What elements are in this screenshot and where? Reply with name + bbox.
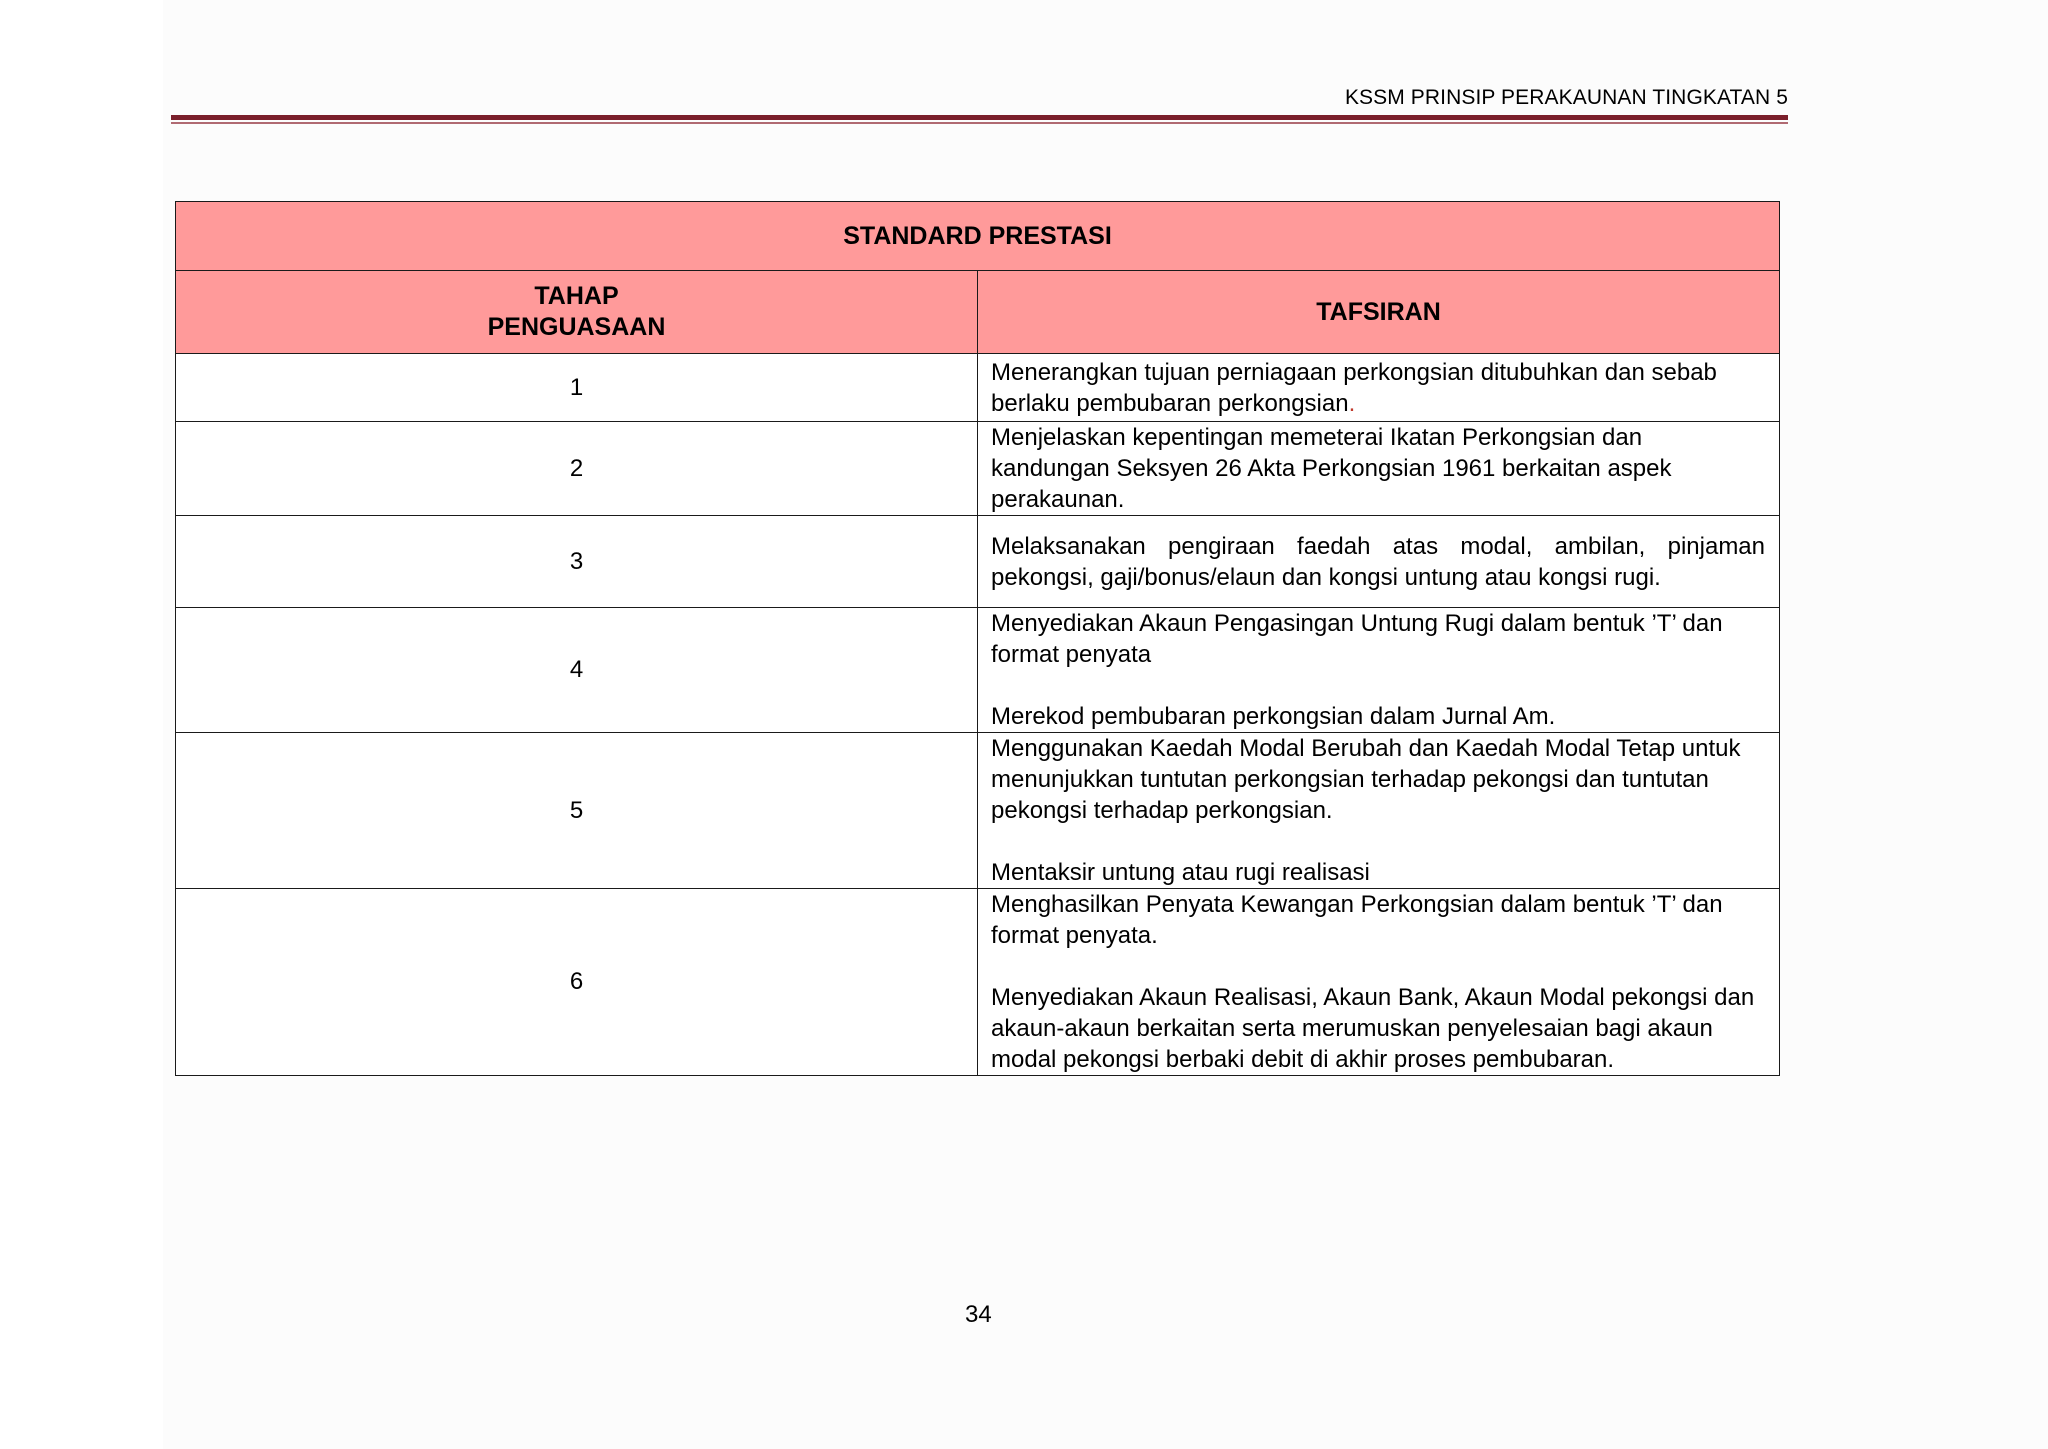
- description-text: Melaksanakan pengiraan faedah atas modal, ambilan, pinjaman pekongsi, gaji/bonus/elaun dan kongsi untung atau kongsi rugi.: [991, 532, 1765, 591]
- level-cell: 6: [176, 889, 978, 1076]
- column-header-level: [176, 271, 978, 354]
- description-text: Menyediakan Akaun Pengasingan Untung Rugi dalam bentuk ’T’ dan format penyata: [991, 610, 1723, 668]
- table-row: [176, 733, 1780, 889]
- level-cell: 2: [176, 422, 978, 516]
- description-cell: [978, 422, 1780, 516]
- description-text: Menyediakan Akaun Realisasi, Akaun Bank, Akaun Modal pekongsi dan akaun-akaun berkaitan serta merumuskan penyelesaian bagi akaun modal pekongsi berbaki debit di akhir proses pembubaran.: [991, 984, 1755, 1073]
- column-header-level-line2: PENGUASAAN: [487, 313, 666, 341]
- column-header-level-line1: TAHAP: [534, 282, 619, 310]
- description-text: Menggunakan Kaedah Modal Berubah dan Kaedah Modal Tetap untuk menunjukkan tuntutan perkongsian terhadap pekongsi dan tuntutan pekongsi terhadap perkongsian.: [991, 735, 1741, 824]
- level-cell: 1: [176, 354, 978, 422]
- description-text: Menghasilkan Penyata Kewangan Perkongsian dalam bentuk ’T’ dan format penyata.: [991, 891, 1723, 949]
- header-rule-thin: [171, 122, 1788, 124]
- description-cell: [978, 608, 1780, 733]
- running-header: KSSM PRINSIP PERAKAUNAN TINGKATAN 5: [1344, 86, 1788, 109]
- level-cell: 5: [176, 733, 978, 889]
- table-caption: STANDARD PRESTASI: [176, 202, 1780, 271]
- table-row: [176, 889, 1780, 1076]
- level-cell: 4: [176, 608, 978, 733]
- description-cell: [978, 516, 1780, 608]
- description-text: Mentaksir untung atau rugi realisasi: [991, 859, 1370, 886]
- table-row: [176, 422, 1780, 516]
- level-cell: 3: [176, 516, 978, 608]
- description-text: Merekod pembubaran perkongsian dalam Jurnal Am.: [991, 703, 1556, 730]
- description-end-mark: .: [1348, 389, 1356, 417]
- table-row: [176, 354, 1780, 422]
- description-text: Menerangkan tujuan perniagaan perkongsian ditubuhkan dan sebab berlaku pembubaran perkongsian: [991, 358, 1717, 417]
- description-text: Menjelaskan kepentingan memeterai Ikatan Perkongsian dan kandungan Seksyen 26 Akta Perkongsian 1961 berkaitan aspek perakaunan.: [991, 424, 1672, 513]
- table-row: [176, 516, 1780, 608]
- page-number: 34: [965, 1301, 992, 1328]
- standard-prestasi-table: [175, 201, 1780, 1076]
- column-header-desc: TAFSIRAN: [978, 271, 1780, 354]
- description-cell: [978, 889, 1780, 1076]
- header-rule: [171, 115, 1788, 120]
- table-row: [176, 608, 1780, 733]
- description-cell: [978, 354, 1780, 422]
- description-cell: [978, 733, 1780, 889]
